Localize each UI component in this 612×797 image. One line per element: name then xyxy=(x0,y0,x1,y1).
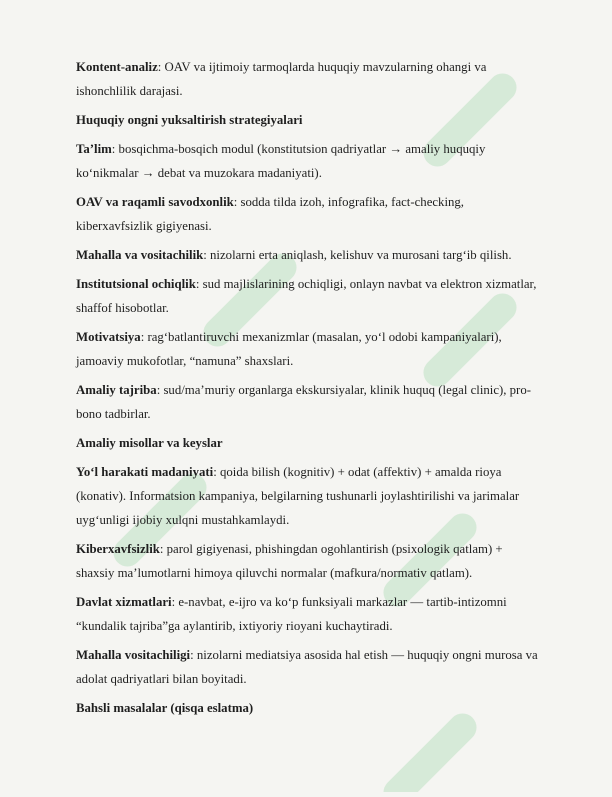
term-label: Yo‘l harakati madaniyati xyxy=(76,465,214,479)
term-label: Motivatsiya xyxy=(76,330,141,344)
term-label: Ta’lim xyxy=(76,142,112,156)
term-label: Mahalla va vositachilik xyxy=(76,248,204,262)
term-label: Kiberxavfsizlik xyxy=(76,542,160,556)
paragraph-text: : sodda tilda izoh, infografika, fact-checking, kiberxavfsizlik gigiyenasi. xyxy=(76,195,465,233)
paragraph-traffic-culture xyxy=(76,460,540,532)
paragraph-text: : sud/ma’muriy organlarga ekskursiyalar, klinik huquq (legal clinic), pro-bono tadbirlar. xyxy=(76,383,531,421)
paragraph-text: : nizolarni mediatsiya asosida hal etish — huquqiy ongni murosa va adolat qadriyatlari bilan boyitadi. xyxy=(76,648,538,686)
paragraph-text: : sud majlislarining ochiqligi, onlayn navbat va elektron xizmatlar, shaffof hisobotlar. xyxy=(76,277,537,315)
paragraph-media-literacy xyxy=(76,190,540,238)
section-heading-debates: Bahsli masalalar (qisqa eslatma) xyxy=(76,701,254,715)
paragraph-motivation xyxy=(76,325,540,373)
paragraph-mahalla-mediation-example xyxy=(76,643,540,691)
paragraph-content-analysis xyxy=(76,55,540,103)
term-label: Kontent-analiz xyxy=(76,60,158,74)
paragraph-education xyxy=(76,137,540,185)
document-body xyxy=(76,55,540,720)
term-label: Mahalla vositachiligi xyxy=(76,648,191,662)
paragraph-text: : qoida bilish (kognitiv) + odat (affektiv) + amalda rioya (konativ). Informatsion kampaniya, belgilarning tushunarli joylashtirilishi va jarimalar uyg‘unligi ijobiy xulqni mustahkamlaydi. xyxy=(76,465,520,527)
term-label: OAV va raqamli savodxonlik xyxy=(76,195,234,209)
paragraph-cybersecurity xyxy=(76,537,540,585)
paragraph-text: : bosqichma-bosqich modul (konstitutsion qadriyatlar → amaliy huquqiy ko‘nikmalar → debat va muzokara madaniyati). xyxy=(76,142,486,180)
paragraph-practical-experience xyxy=(76,378,540,426)
section-heading-strategies: Huquqiy ongni yuksaltirish strategiyalari xyxy=(76,113,303,127)
term-label: Davlat xizmatlari xyxy=(76,595,172,609)
term-label: Institutsional ochiqlik xyxy=(76,277,196,291)
paragraph-institutional-openness xyxy=(76,272,540,320)
paragraph-text: : rag‘batlantiruvchi mexanizmlar (masalan, yo‘l odobi kampaniyalari), jamoaviy mukofotlar, “namuna” shaxslari. xyxy=(76,330,502,368)
paragraph-state-services xyxy=(76,590,540,638)
paragraph-text: : nizolarni erta aniqlash, kelishuv va murosani targ‘ib qilish. xyxy=(203,248,512,262)
paragraph-text: : e-navbat, e-ijro va ko‘p funksiyali markazlar — tartib-intizomni “kundalik tajriba”ga aylantirib, ixtiyoriy rioyani kuchaytiradi. xyxy=(76,595,507,633)
paragraph-text: : OAV va ijtimoiy tarmoqlarda huquqiy mavzularning ohangi va ishonchlilik darajasi. xyxy=(76,60,487,98)
paragraph-mahalla-mediation xyxy=(76,243,540,267)
section-heading-examples: Amaliy misollar va keyslar xyxy=(76,436,223,450)
paragraph-text: : parol gigiyenasi, phishingdan ogohlantirish (psixologik qatlam) + shaxsiy ma’lumotlarni himoya qiluvchi normalar (mafkura/normativ qatlam). xyxy=(76,542,503,580)
term-label: Amaliy tajriba xyxy=(76,383,157,397)
